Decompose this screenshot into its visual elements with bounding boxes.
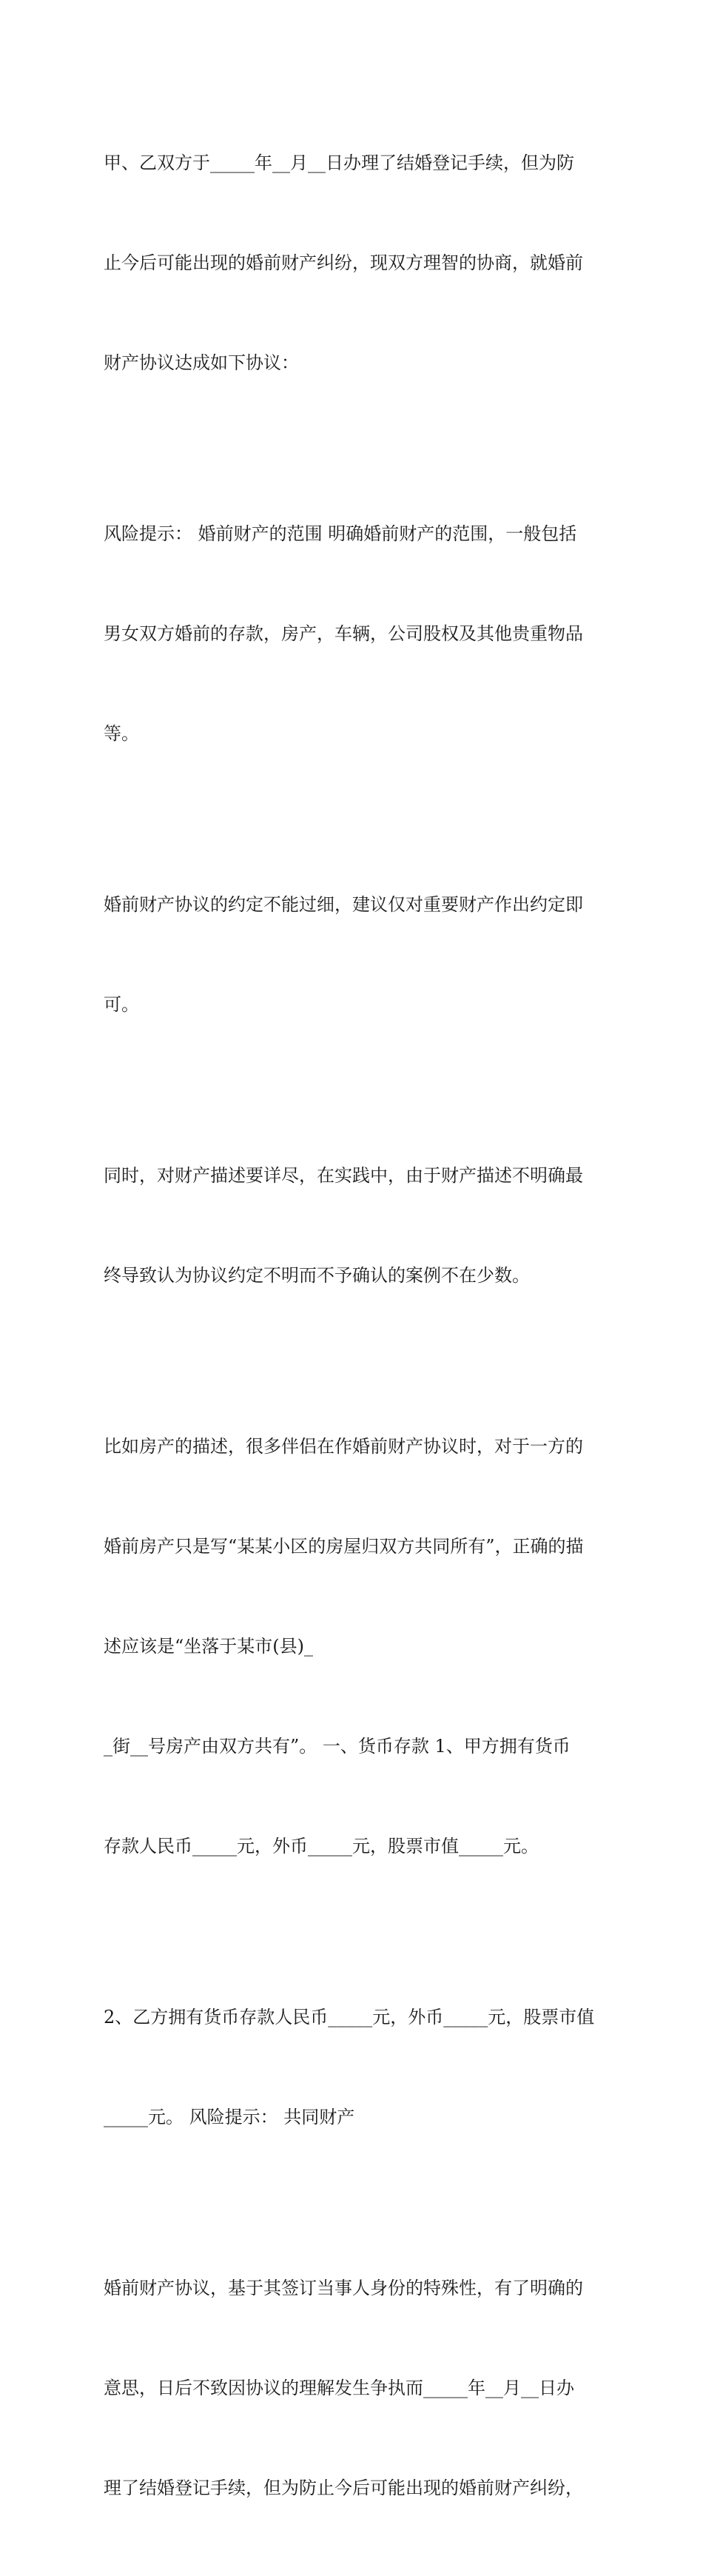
text-line: 理了结婚登记手续，但为防止今后可能出现的婚前财产纠纷， xyxy=(104,2478,583,2498)
paragraph-agreement-nature xyxy=(104,2205,603,2572)
paragraph-intro xyxy=(104,80,603,446)
text-line: 存款人民币_____元，外币_____元，股票市值_____元。 xyxy=(104,1836,539,1856)
text-line: 财产协议达成如下协议： xyxy=(104,352,299,373)
text-line: 婚前房产只是写“某某小区的房屋归双方共同所有”，正确的描 xyxy=(104,1536,584,1557)
text-line: 2、乙方拥有货币存款人民币_____元，外币_____元，股票市值 xyxy=(104,2007,595,2027)
document-body xyxy=(104,80,603,2576)
paragraph-description xyxy=(104,1093,603,1359)
text-line: _____元。 风险提示： 共同财产 xyxy=(104,2107,355,2127)
text-line: 婚前财产协议的约定不能过细，建议仅对重要财产作出约定即 xyxy=(104,894,583,915)
text-line: 比如房产的描述，很多伴侣在作婚前财产协议时，对于一方的 xyxy=(104,1436,583,1457)
text-line: 甲、乙双方于_____年__月__日办理了结婚登记手续，但为防 xyxy=(104,152,574,173)
text-line: 同时，对财产描述要详尽，在实践中，由于财产描述不明确最 xyxy=(104,1165,583,1186)
paragraph-risk-scope xyxy=(104,451,603,817)
text-line: 止今后可能出现的婚前财产纠纷，现双方理智的协商，就婚前 xyxy=(104,252,583,273)
text-line: 终导致认为协议约定不明而不予确认的案例不在少数。 xyxy=(104,1265,530,1286)
text-line: _街__号房产由双方共有”。 一、货币存款 1、甲方拥有货币 xyxy=(104,1736,571,1757)
text-line: 意思，日后不致因协议的理解发生争执而_____年__月__日办 xyxy=(104,2378,574,2398)
text-line: 风险提示： 婚前财产的范围 明确婚前财产的范围，一般包括 xyxy=(104,523,577,544)
text-line: 婚前财产协议，基于其签订当事人身份的特殊性，有了明确的 xyxy=(104,2278,583,2298)
text-line: 男女双方婚前的存款，房产，车辆，公司股权及其他贵重物品 xyxy=(104,623,583,644)
text-line: 等。 xyxy=(104,723,139,744)
paragraph-party-b-deposits xyxy=(104,1934,603,2201)
paragraph-property-example xyxy=(104,1364,603,1930)
text-line: 可。 xyxy=(104,994,139,1015)
text-line: 述应该是“坐落于某市(县)_ xyxy=(104,1636,313,1657)
paragraph-detail-advice xyxy=(104,822,603,1088)
